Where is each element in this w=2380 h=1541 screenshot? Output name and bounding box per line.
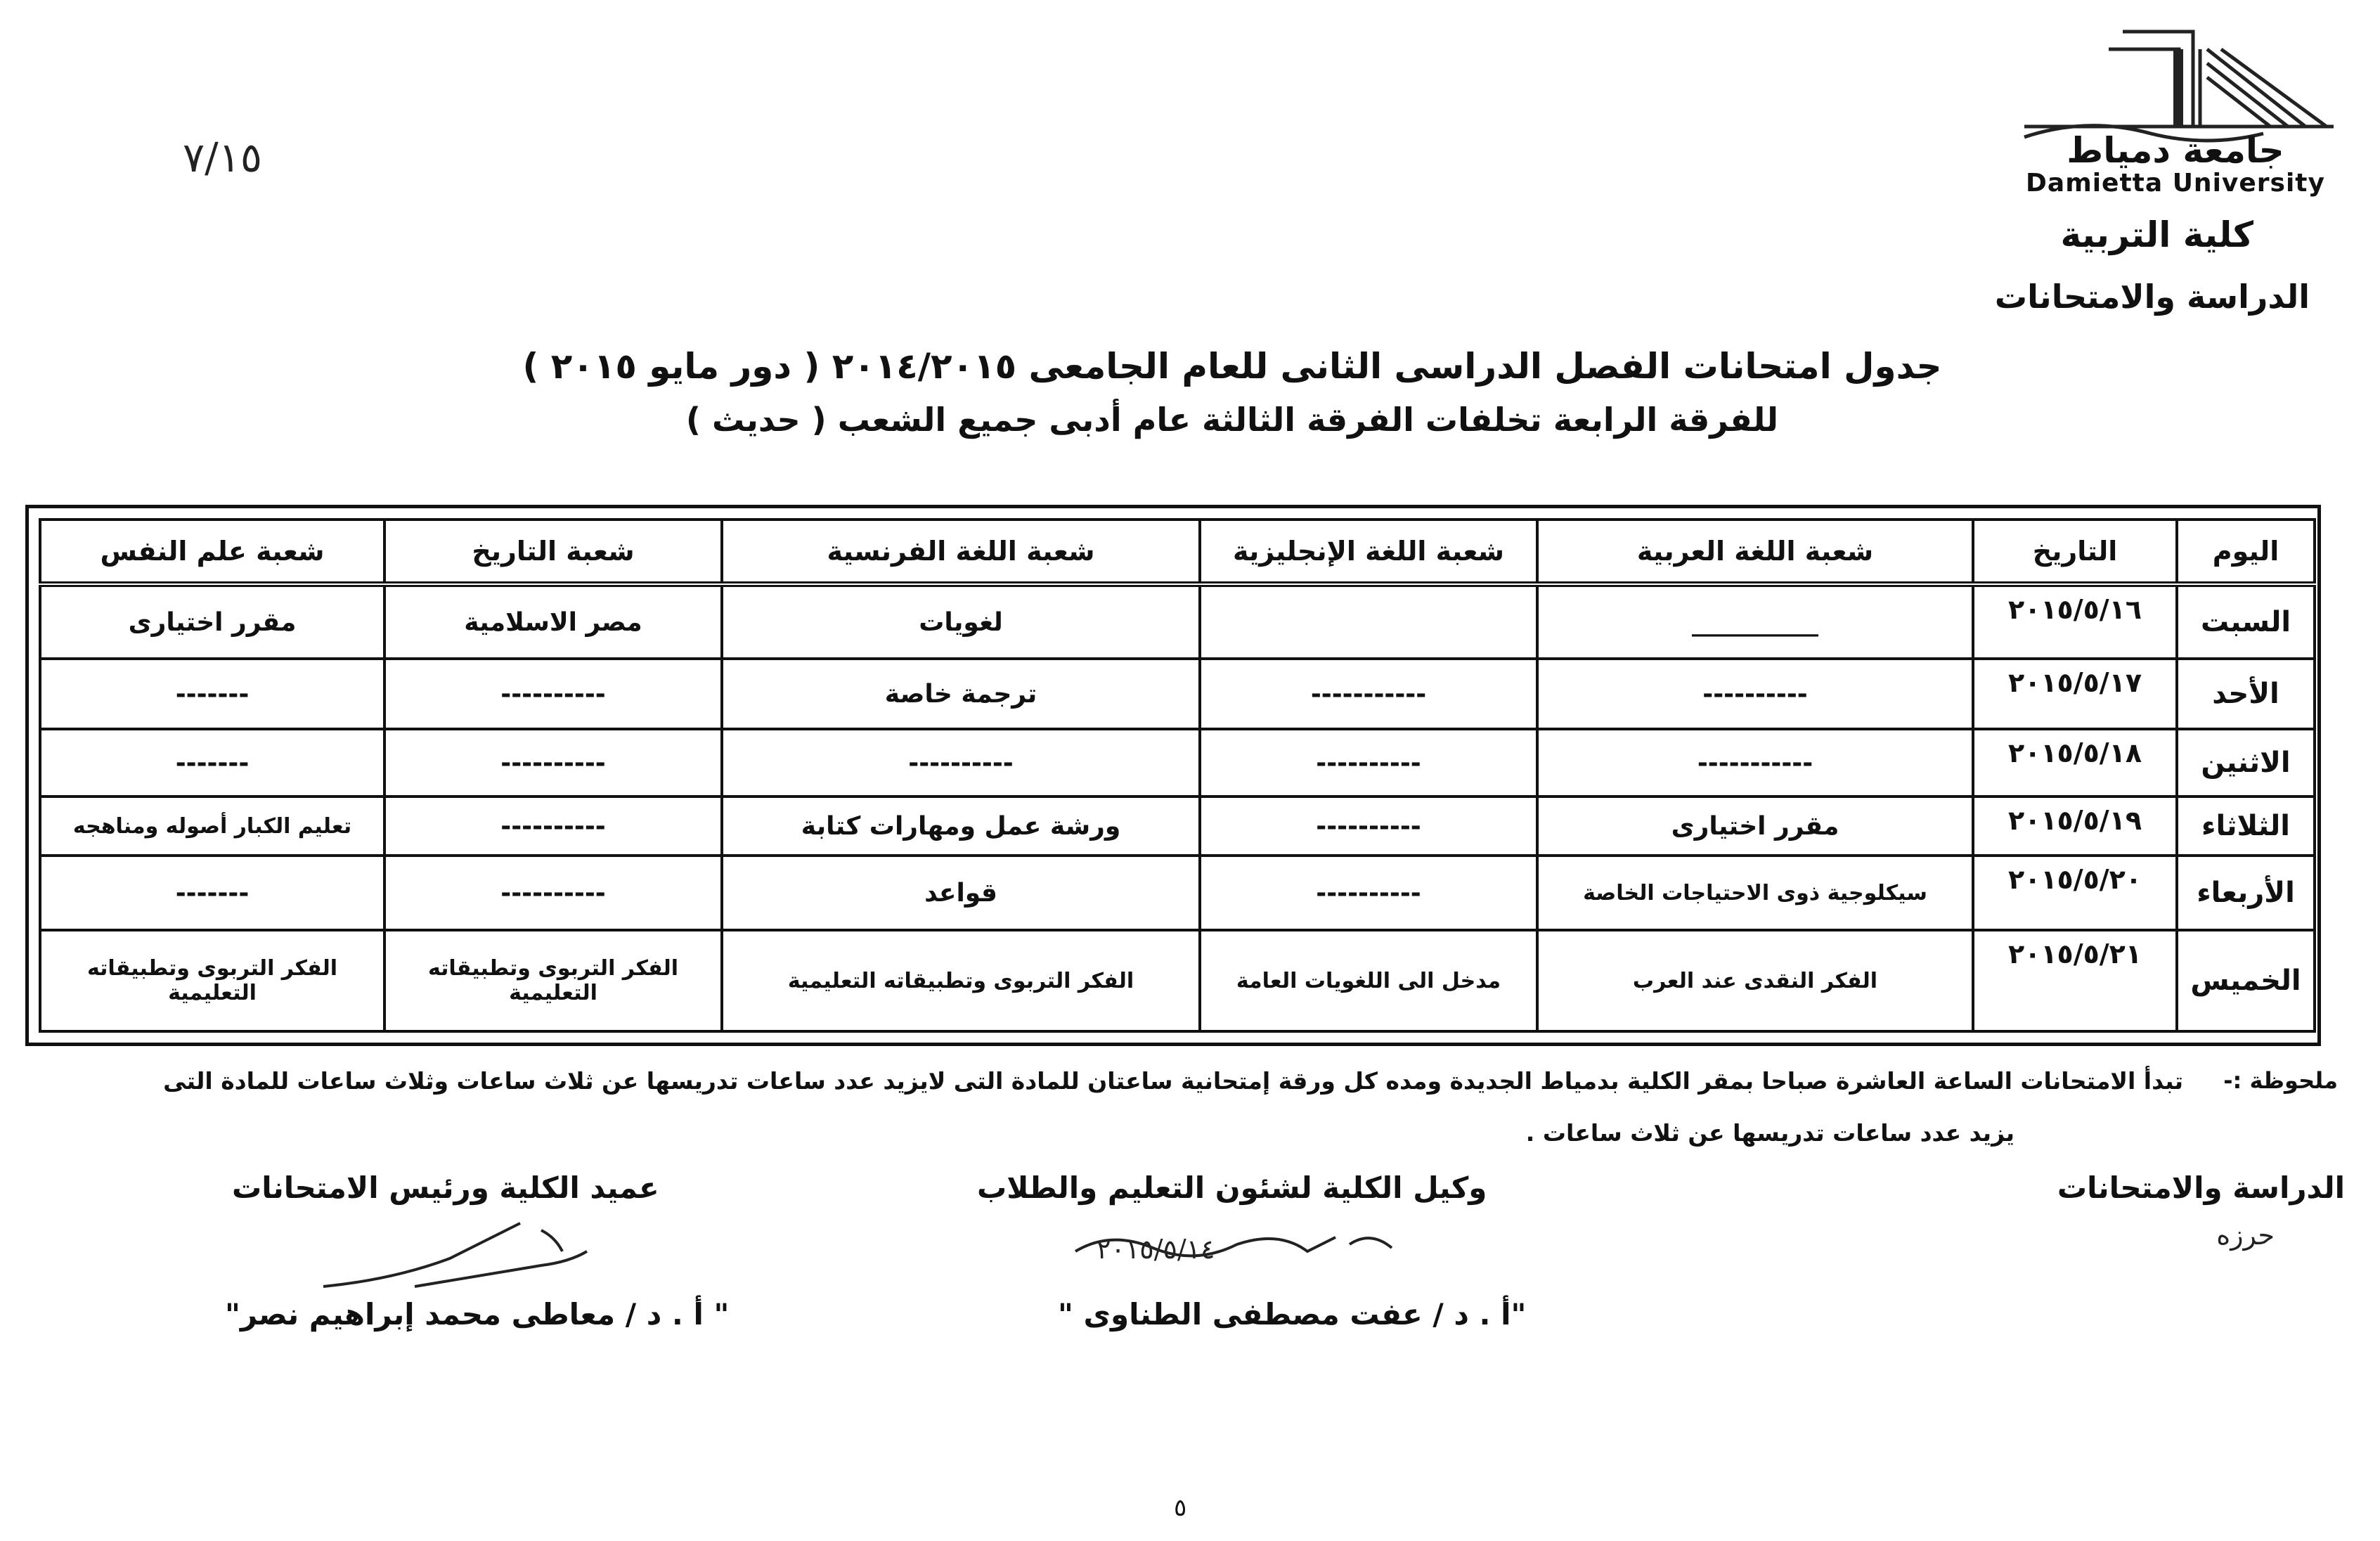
cell-date: ٢٠١٥/٥/٢٠	[1973, 856, 2177, 930]
cell-psychology: تعليم الكبار أصوله ومناهجه	[40, 797, 384, 856]
cell-day: الثلاثاء	[2177, 797, 2315, 856]
exam-schedule-table	[25, 505, 2321, 1046]
cell-day: الاثنين	[2177, 729, 2315, 797]
header-date: التاريخ	[1973, 520, 2177, 584]
cell-psychology: -------	[40, 659, 384, 729]
header-arabic: شعبة اللغة العربية	[1537, 520, 1973, 584]
header-english: شعبة اللغة الإنجليزية	[1200, 520, 1537, 584]
university-name-english: Damietta University	[2026, 169, 2325, 198]
cell-history: ----------	[384, 659, 722, 729]
cell-french: ورشة عمل ومهارات كتابة	[722, 797, 1200, 856]
header-day: اليوم	[2177, 520, 2315, 584]
vice-dean-title: وكيل الكلية لشئون التعليم والطلاب	[977, 1171, 1487, 1205]
department-name: الدراسة والامتحانات	[1994, 278, 2310, 316]
table-row	[40, 930, 2315, 1031]
department-handwritten-initial: حرزه	[2216, 1220, 2275, 1251]
cell-date: ٢٠١٥/٥/١٩	[1973, 797, 2177, 856]
cell-english: مدخل الى اللغويات العامة	[1200, 930, 1537, 1031]
header-french: شعبة اللغة الفرنسية	[722, 520, 1200, 584]
cell-french: ----------	[722, 729, 1200, 797]
table-row	[40, 729, 2315, 797]
table-row	[40, 856, 2315, 930]
cell-arabic: __________	[1537, 584, 1973, 659]
cell-english	[1200, 584, 1537, 659]
cell-day: الخميس	[2177, 930, 2315, 1031]
table-row	[40, 584, 2315, 659]
cell-history: ----------	[384, 856, 722, 930]
cell-english: ----------	[1200, 797, 1537, 856]
note-label: ملحوظة :-	[2223, 1067, 2338, 1094]
cell-english: -----------	[1200, 659, 1537, 729]
university-name-arabic: جامعة دمياط	[2067, 130, 2284, 171]
table-row	[40, 797, 2315, 856]
header-psychology: شعبة علم النفس	[40, 520, 384, 584]
cell-psychology: -------	[40, 729, 384, 797]
schedule-subtitle: للفرقة الرابعة تخلفات الفرقة الثالثة عام أدبى جميع الشعب ( حديث )	[685, 401, 1779, 439]
cell-history: الفكر التربوى وتطبيقاته التعليمية	[384, 930, 722, 1031]
cell-date: ٢٠١٥/٥/١٧	[1973, 659, 2177, 729]
cell-french: ترجمة خاصة	[722, 659, 1200, 729]
cell-psychology: مقرر اختيارى	[40, 584, 384, 659]
vice-dean-name: "أ . د / عفت مصطفى الطناوى "	[1058, 1297, 1527, 1332]
table-row	[40, 659, 2315, 729]
note-text: تبدأ الامتحانات الساعة العاشرة صباحا بمقر الكلية بدمياط الجديدة ومده كل ورقة إمتحانية ساعتان للمادة التى لايزيد عدد ساعات تدريسها عن ثلاث ساعات وثلاث ساعات للمادة التى	[163, 1067, 2183, 1095]
cell-french: الفكر التربوى وتطبيقاته التعليمية	[722, 930, 1200, 1031]
vice-dean-handwritten-date: ٢٠١٥/٥/١٤	[1097, 1234, 1215, 1265]
table-header-row	[40, 520, 2315, 584]
cell-arabic: -----------	[1537, 729, 1973, 797]
cell-arabic: سيكلوجية ذوى الاحتياجات الخاصة	[1537, 856, 1973, 930]
cell-history: مصر الاسلامية	[384, 584, 722, 659]
cell-day: الأربعاء	[2177, 856, 2315, 930]
cell-psychology: الفكر التربوى وتطبيقاته التعليمية	[40, 930, 384, 1031]
cell-history: ----------	[384, 729, 722, 797]
dean-name: " أ . د / معاطى محمد إبراهيم نصر"	[225, 1297, 730, 1332]
department-signature-title: الدراسة والامتحانات	[2057, 1171, 2345, 1205]
cell-psychology: -------	[40, 856, 384, 930]
cell-arabic: ----------	[1537, 659, 1973, 729]
handwritten-note: ٧/١٥	[183, 134, 262, 181]
note-text-continued: يزيد عدد ساعات تدريسها عن ثلاث ساعات .	[1525, 1119, 2014, 1147]
cell-english: ----------	[1200, 856, 1537, 930]
cell-french: لغويات	[722, 584, 1200, 659]
cell-history: ----------	[384, 797, 722, 856]
cell-day: السبت	[2177, 584, 2315, 659]
cell-arabic: الفكر النقدى عند العرب	[1537, 930, 1973, 1031]
cell-french: قواعد	[722, 856, 1200, 930]
schedule-title: جدول امتحانات الفصل الدراسى الثانى للعام الجامعى ٢٠١٤/٢٠١٥ ( دور مايو ٢٠١٥ )	[522, 346, 1942, 387]
header-history: شعبة التاريخ	[384, 520, 722, 584]
cell-date: ٢٠١٥/٥/٢١	[1973, 930, 2177, 1031]
page-number: ٥	[1174, 1494, 1187, 1522]
cell-date: ٢٠١٥/٥/١٦	[1973, 584, 2177, 659]
dean-signature-icon	[309, 1209, 604, 1301]
cell-date: ٢٠١٥/٥/١٨	[1973, 729, 2177, 797]
dean-title: عميد الكلية ورئيس الامتحانات	[232, 1171, 659, 1205]
cell-english: ----------	[1200, 729, 1537, 797]
cell-day: الأحد	[2177, 659, 2315, 729]
faculty-name: كلية التربية	[2060, 214, 2253, 255]
cell-arabic: مقرر اختيارى	[1537, 797, 1973, 856]
